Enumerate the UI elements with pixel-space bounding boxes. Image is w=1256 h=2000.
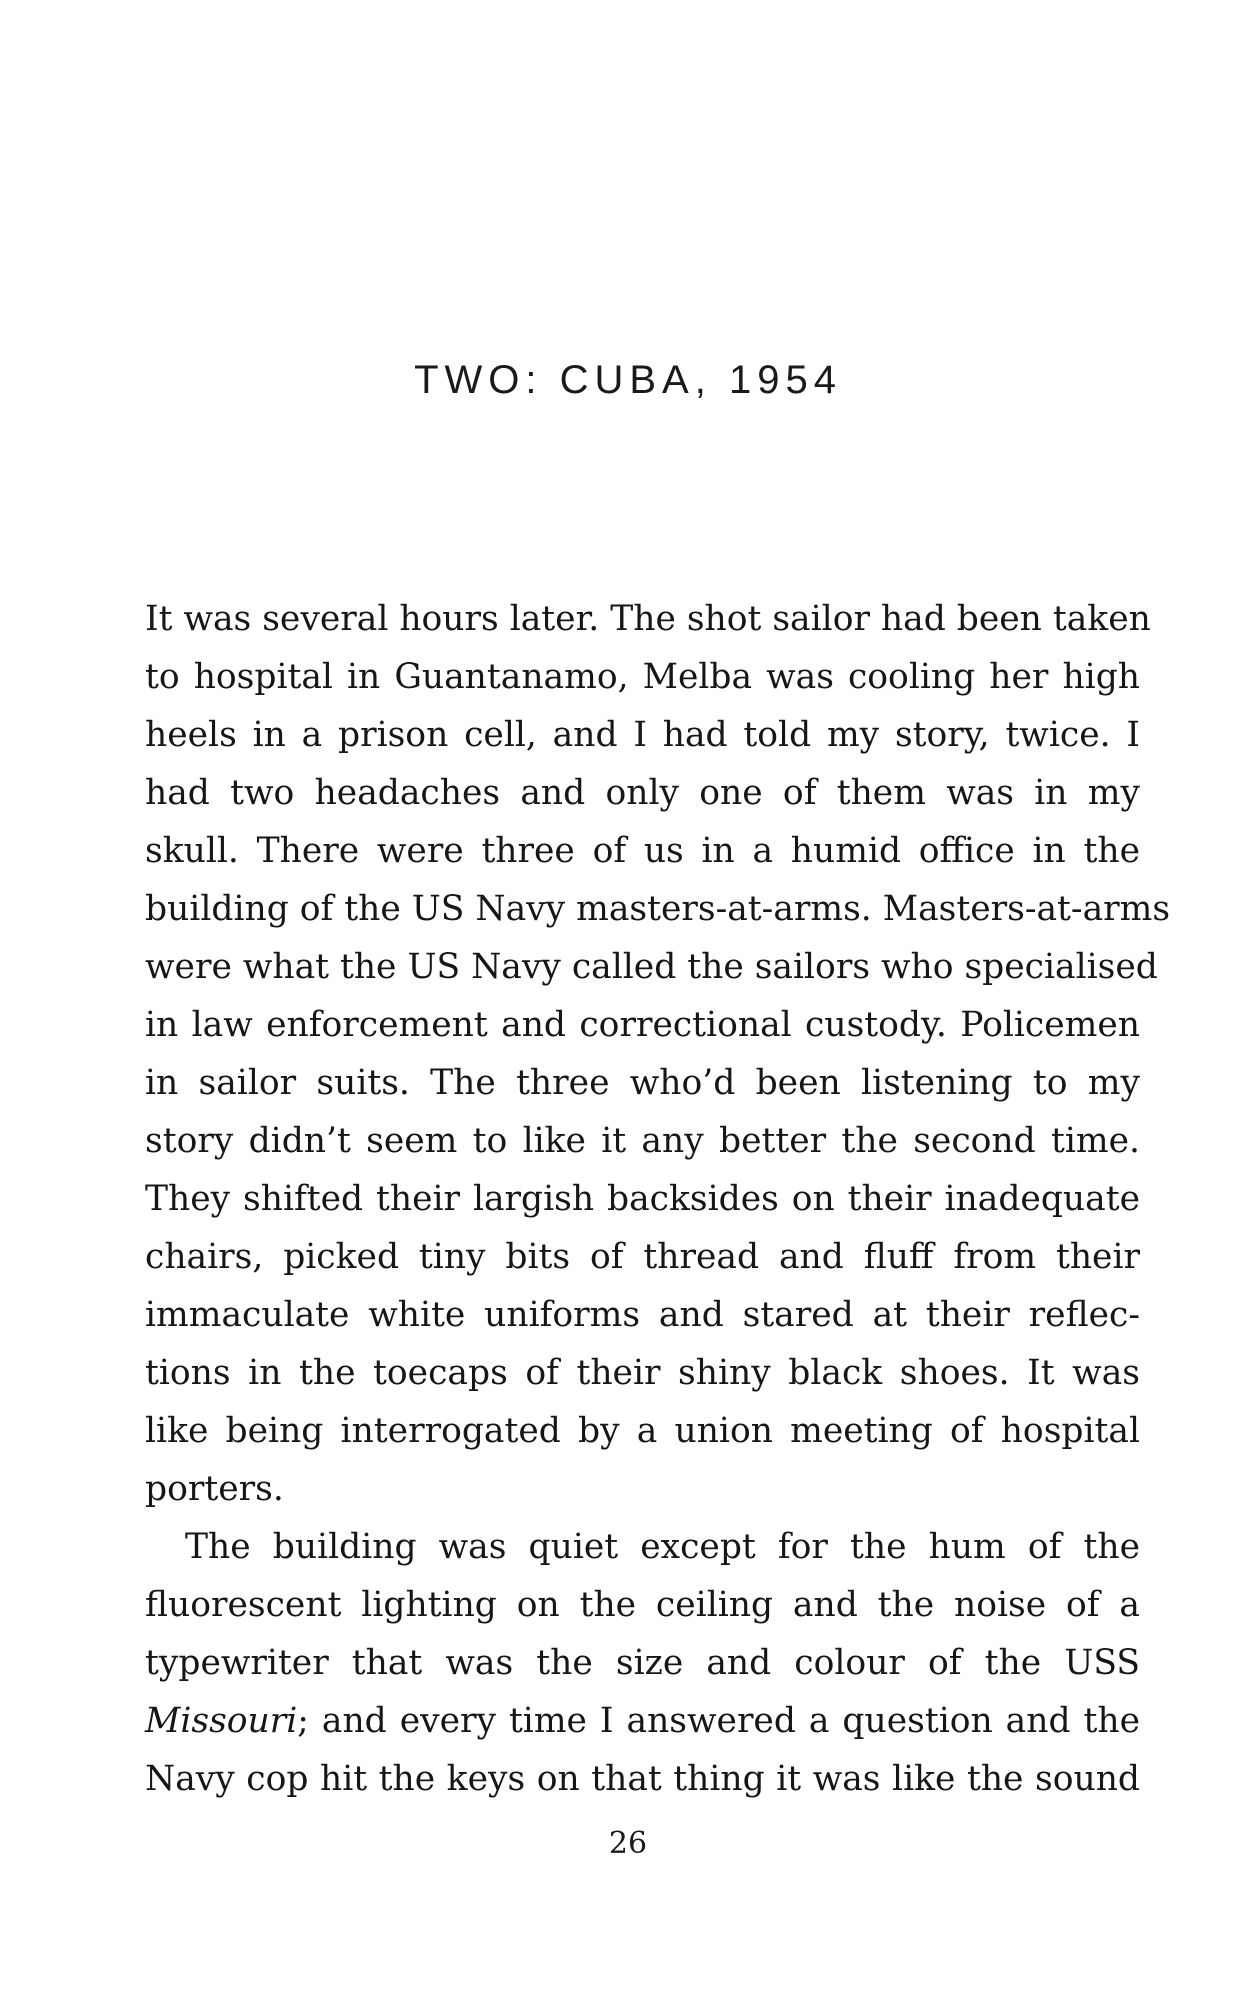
text-line: in law enforcement and correctional custody. Policemen — [145, 1005, 1140, 1045]
text-line: building of the US Navy masters-at-arms. Masters-at-arms — [145, 889, 1171, 929]
text-line: had two headaches and only one of them was in my — [145, 773, 1140, 813]
text-line: story didn’t seem to like it any better the second time. — [145, 1121, 1140, 1161]
text-line: Navy cop hit the keys on that thing it was like the sound — [145, 1759, 1140, 1799]
page-number: 26 — [608, 1826, 648, 1861]
text-line: tions in the toecaps of their shiny black shoes. It was — [145, 1353, 1140, 1393]
text-line: porters. — [145, 1469, 284, 1509]
text-line: skull. There were three of us in a humid office in the — [145, 831, 1140, 871]
text-line: to hospital in Guantanamo, Melba was cooling her high — [145, 657, 1140, 697]
paragraph-2 — [145, 1518, 1140, 1808]
text-line: The building was quiet except for the hum of the — [185, 1527, 1140, 1567]
text-line — [145, 1692, 1140, 1750]
text-line: chairs, picked tiny bits of thread and fluff from their — [145, 1237, 1140, 1277]
text-line: immaculate white uniforms and stared at their reflec- — [145, 1295, 1140, 1335]
text-line: in sailor suits. The three who’d been listening to my — [145, 1063, 1140, 1103]
text-line: heels in a prison cell, and I had told my story, twice. I — [145, 715, 1140, 755]
paragraph-1 — [145, 590, 1171, 1518]
text-line: typewriter that was the size and colour of the USS — [145, 1643, 1140, 1683]
ship-name: Missouri — [145, 1701, 298, 1741]
body-text — [145, 590, 1171, 1808]
text-line: It was several hours later. The shot sailor had been taken — [145, 599, 1151, 639]
text-line-rest: ; and every time I answered a question and the — [297, 1701, 1140, 1741]
text-line: They shifted their largish backsides on their inadequate — [145, 1179, 1140, 1219]
text-line: were what the US Navy called the sailors who specialised — [145, 947, 1158, 987]
text-line: like being interrogated by a union meeting of hospital — [145, 1411, 1140, 1451]
text-line: fluorescent lighting on the ceiling and the noise of a — [145, 1585, 1140, 1625]
chapter-title: TWO: CUBA, 1954 — [414, 358, 842, 402]
